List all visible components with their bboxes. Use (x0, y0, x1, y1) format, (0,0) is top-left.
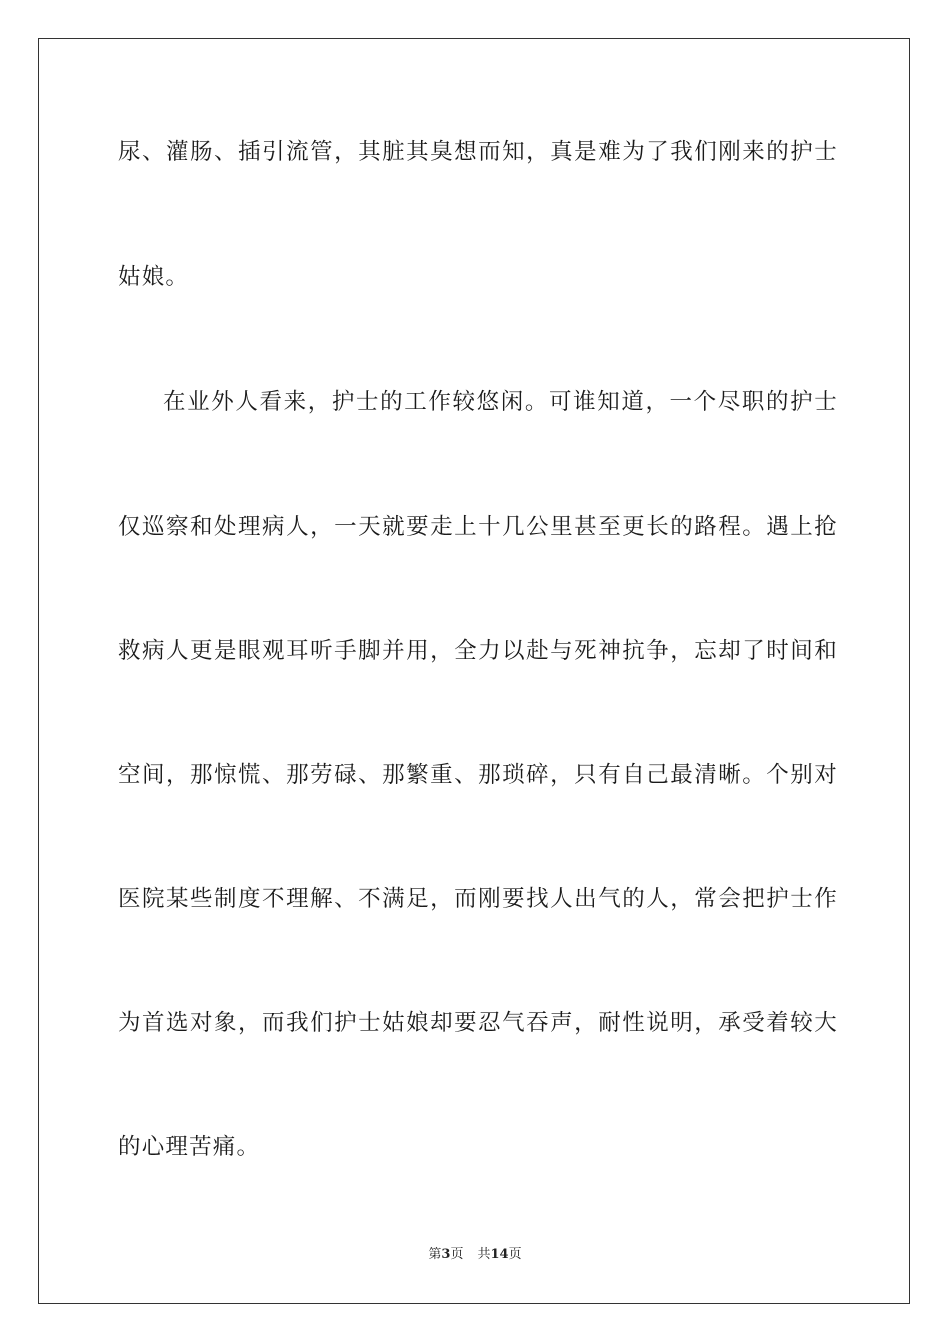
body-line-6: 空间，那惊慌、那劳碌、那繁重、那琐碎，只有自己最清晰。个别对 (118, 762, 838, 788)
footer-page-number: 3 (441, 1247, 451, 1262)
footer-total-suffix: 页 (508, 1247, 522, 1262)
body-line-9: 的心理苦痛。 (118, 1134, 261, 1160)
body-line-5: 救病人更是眼观耳听手脚并用，全力以赴与死神抗争，忘却了时间和 (118, 638, 838, 664)
body-line-2: 姑娘。 (118, 264, 190, 290)
footer-total-pages: 14 (490, 1247, 509, 1262)
footer-total-prefix: 共 (477, 1247, 491, 1262)
body-line-8: 为首选对象，而我们护士姑娘却要忍气吞声，耐性说明，承受着较大 (118, 1010, 838, 1036)
footer-page-prefix: 第 (428, 1247, 442, 1262)
page-footer (0, 1246, 950, 1264)
body-line-3: 在业外人看来，护士的工作较悠闲。可谁知道，一个尽职的护士 (163, 389, 838, 415)
footer-page-suffix: 页 (450, 1247, 464, 1262)
body-line-4: 仅巡察和处理病人，一天就要走上十几公里甚至更长的路程。遇上抢 (118, 514, 838, 540)
body-line-1: 尿、灌肠、插引流管，其脏其臭想而知，真是难为了我们刚来的护士 (118, 139, 838, 165)
body-line-7: 医院某些制度不理解、不满足，而刚要找人出气的人，常会把护士作 (118, 886, 838, 912)
page-border (38, 38, 910, 1304)
